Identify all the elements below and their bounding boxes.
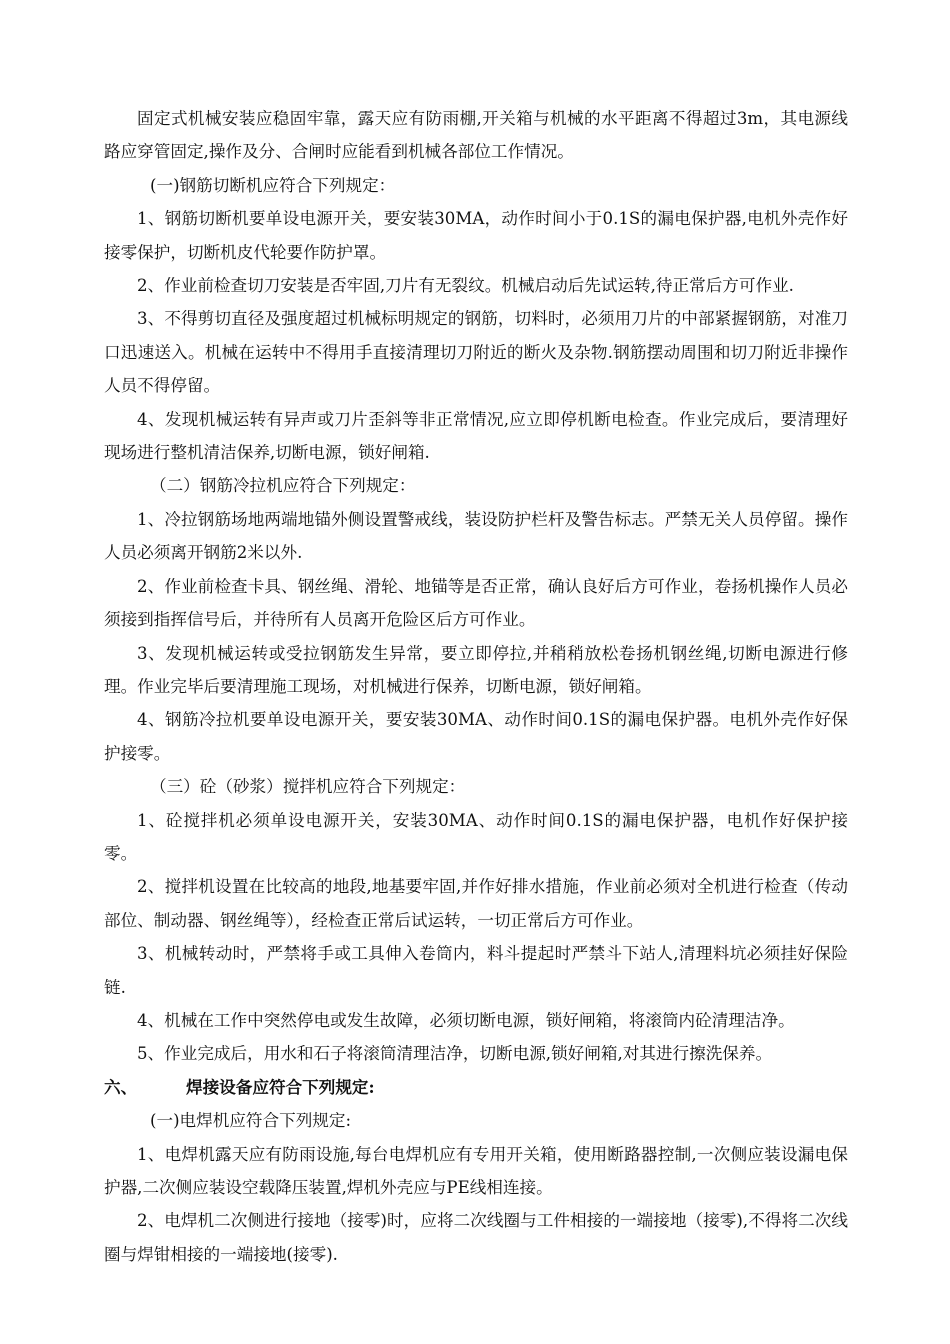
section-welder-title: (一)电焊机应符合下列规定: bbox=[150, 1111, 352, 1131]
intro-paragraph: 固定式机械安装应稳固牢靠，露天应有防雨棚,开关箱与机械的水平距离不得超过3m，其电源线路应穿管固定,操作及分、合闸时应能看到机械各部位工作情况。 bbox=[104, 109, 848, 162]
section-mixer-title: （三）砼（砂浆）搅拌机应符合下列规定： bbox=[150, 777, 466, 797]
welder-rule-1: 1、电焊机露天应有防雨设施,每台电焊机应有专用开关箱，使用断路器控制,一次侧应装设漏电保护器,二次侧应装设空载降压装置,焊机外壳应与PE线相连接。 bbox=[104, 1144, 848, 1197]
mixer-rule-1: 1、砼搅拌机必须单设电源开关，安装30MA、动作时间0.1S的漏电保护器，电机作好保护接零。 bbox=[104, 810, 848, 863]
cold-drawing-rule-3: 3、发现机械运转或受拉钢筋发生异常，要立即停拉,并稍稍放松卷扬机钢丝绳,切断电源进行修理。作业完毕后要清理施工现场，对机械进行保养，切断电源，锁好闸箱。 bbox=[104, 643, 848, 696]
rebar-cutter-rule-1: 1、钢筋切断机要单设电源开关，要安装30MA，动作时间小于0.1S的漏电保护器,电机外壳作好接零保护，切断机皮代轮要作防护罩。 bbox=[104, 209, 848, 262]
cold-drawing-rule-4: 4、钢筋冷拉机要单设电源开关，要安装30MA、动作时间0.1S的漏电保护器。电机外壳作好保护接零。 bbox=[104, 710, 848, 763]
document-page bbox=[104, 102, 848, 1271]
mixer-rule-5: 5、作业完成后，用水和石子将滚筒清理洁净，切断电源,锁好闸箱,对其进行擦洗保养。 bbox=[137, 1044, 773, 1064]
section-rebar-cutter-title: (一)钢筋切断机应符合下列规定： bbox=[150, 175, 396, 195]
section-cold-drawing-title: （二）钢筋冷拉机应符合下列规定： bbox=[150, 476, 416, 496]
section-six-number: 六、 bbox=[104, 1076, 138, 1097]
rebar-cutter-rule-3: 3、不得剪切直径及强度超过机械标明规定的钢筋，切料时，必须用刀片的中部紧握钢筋，对准刀口迅速送入。机械在运转中不得用手直接清理切刀附近的断火及杂物.钢筋摆动周围和切刀附近非操作人员不得停留。 bbox=[104, 309, 848, 396]
cold-drawing-rule-2: 2、作业前检查卡具、钢丝绳、滑轮、地锚等是否正常，确认良好后方可作业，卷扬机操作人员必须接到指挥信号后，并待所有人员离开危险区后方可作业。 bbox=[104, 576, 848, 630]
mixer-rule-2: 2、搅拌机设置在比较高的地段,地基要牢固,并作好排水措施，作业前必须对全机进行检查（传动部位、制动器、钢丝绳等），经检查正常后试运转，一切正常后方可作业。 bbox=[104, 877, 848, 930]
cold-drawing-rule-1: 1、冷拉钢筋场地两端地锚外侧设置警戒线，装设防护栏杆及警告标志。严禁无关人员停留。操作人员必须离开钢筋2米以外. bbox=[104, 509, 848, 563]
welder-rule-2: 2、电焊机二次侧进行接地（接零)时，应将二次线圈与工件相接的一端接地（接零),不得将二次线圈与焊钳相接的一端接地(接零). bbox=[104, 1211, 848, 1264]
rebar-cutter-rule-4: 4、发现机械运转有异声或刀片歪斜等非正常情况,应立即停机断电检查。作业完成后，要清理好现场进行整机清洁保养,切断电源，锁好闸箱. bbox=[104, 409, 848, 463]
rebar-cutter-rule-2: 2、作业前检查切刀安装是否牢固,刀片有无裂纹。机械启动后先试运转,待正常后方可作业. bbox=[137, 276, 794, 296]
section-six-text: 焊接设备应符合下列规定: bbox=[186, 1076, 375, 1097]
section-six-heading bbox=[104, 1071, 848, 1104]
mixer-rule-3: 3、机械转动时，严禁将手或工具伸入卷筒内，料斗提起时严禁斗下站人,清理料坑必须挂好保险链. bbox=[104, 944, 848, 997]
mixer-rule-4: 4、机械在工作中突然停电或发生故障，必须切断电源，锁好闸箱，将滚筒内砼清理洁净。 bbox=[137, 1010, 795, 1030]
